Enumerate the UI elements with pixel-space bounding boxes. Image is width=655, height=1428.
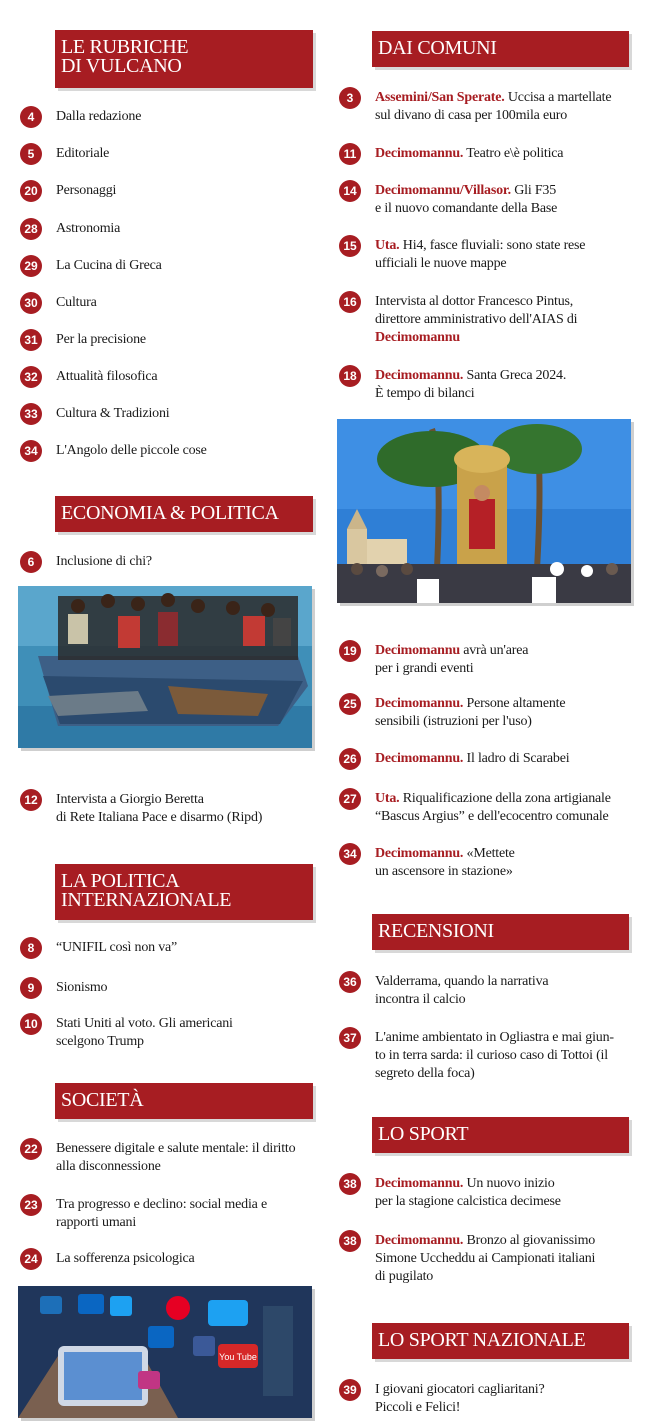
page-number-badge: 37 [339, 1027, 361, 1049]
toc-entry[interactable] [20, 405, 169, 425]
page-number-badge: 16 [339, 291, 361, 313]
header-line: RECENSIONI [378, 920, 494, 942]
entry-line: direttore amministrativo dell'AIAS di [375, 312, 578, 327]
header-line: INTERNAZIONALE [61, 889, 232, 911]
page-number-badge: 26 [339, 748, 361, 770]
toc-entry[interactable] [20, 294, 97, 314]
page-number-badge: 18 [339, 365, 361, 387]
entry-title [375, 790, 611, 826]
page-number-badge: 36 [339, 971, 361, 993]
toc-entry[interactable] [339, 1029, 614, 1083]
toc-entry[interactable] [339, 695, 565, 731]
toc-entry[interactable] [339, 642, 528, 678]
entry-title: Attualità filosofica [56, 369, 158, 384]
place-label: Decimomannu. [375, 146, 464, 161]
entry-title [375, 293, 577, 347]
entry-title: Per la precisione [56, 332, 146, 347]
entry-line: Valderrama, quando la narrativa [375, 974, 549, 989]
place-label: Decimomannu. [375, 368, 464, 383]
page-number-badge: 33 [20, 403, 42, 425]
entry-line: Stati Uniti al voto. Gli americani [56, 1016, 233, 1031]
place-label: Decimomannu. [375, 846, 464, 861]
entry-line: di Rete Italiana Pace e disarmo (Ripd) [56, 810, 263, 825]
entry-line: Il ladro di Scarabei [463, 751, 570, 766]
entry-title [375, 1029, 614, 1083]
toc-entry[interactable] [20, 145, 109, 165]
toc-entry[interactable] [339, 1175, 561, 1211]
toc-entry[interactable] [20, 1015, 233, 1051]
entry-title [375, 237, 585, 273]
entry-title: Sionismo [56, 980, 108, 995]
entry-title [375, 1381, 545, 1417]
page-number-badge: 8 [20, 937, 42, 959]
page-number-badge: 22 [20, 1138, 42, 1160]
entry-line: Santa Greca 2024. [463, 368, 567, 383]
migrant-boat-photo [18, 586, 312, 748]
entry-title [375, 367, 566, 403]
page-number-badge: 31 [20, 329, 42, 351]
entry-line: e il nuovo comandante della Base [375, 201, 558, 216]
entry-line: Intervista al dottor Francesco Pintus, [375, 294, 574, 309]
page-number-badge: 34 [20, 440, 42, 462]
entry-line: scelgono Trump [56, 1034, 144, 1049]
entry-title [375, 642, 528, 678]
toc-entry[interactable] [339, 145, 563, 165]
entry-line: di pugilato [375, 1269, 434, 1284]
section-header-societa [55, 1083, 313, 1119]
page-number-badge: 15 [339, 235, 361, 257]
entry-title [375, 1175, 561, 1211]
toc-entry[interactable] [20, 1250, 195, 1270]
toc-entry[interactable] [20, 108, 141, 128]
entry-line: per la stagione calcistica decimese [375, 1194, 561, 1209]
page-number-badge: 3 [339, 87, 361, 109]
place-label: Uta. [375, 791, 400, 806]
page-number-badge: 27 [339, 788, 361, 810]
entry-title [56, 791, 262, 827]
entry-line: ufficiali le nuove mappe [375, 256, 507, 271]
entry-line: Hi4, fasce fluviali: sono state rese [399, 238, 586, 253]
place-label: Decimomannu/Villasor. [375, 183, 511, 198]
entry-line: I giovani giocatori cagliaritani? [375, 1382, 545, 1397]
toc-entry[interactable] [20, 939, 177, 959]
page-number-badge: 38 [339, 1230, 361, 1252]
entry-line: Persone altamente [463, 696, 566, 711]
page-number-badge: 24 [20, 1248, 42, 1270]
entry-line: alla disconnessione [56, 1159, 161, 1174]
toc-entry[interactable] [20, 331, 146, 351]
page-number-badge: 9 [20, 977, 42, 999]
entry-title: Cultura & Tradizioni [56, 406, 170, 421]
place-label: Assemini/San Sperate. [375, 90, 505, 105]
page-number-badge: 4 [20, 106, 42, 128]
toc-entry[interactable] [339, 293, 577, 347]
entry-line: sul divano di casa per 100mila euro [375, 108, 568, 123]
entry-line: per i grandi eventi [375, 661, 474, 676]
entry-title [375, 973, 548, 1009]
entry-title: La sofferenza psicologica [56, 1251, 195, 1266]
section-header-politica [55, 864, 313, 920]
place-label: Decimomannu. [375, 696, 464, 711]
page-number-badge: 25 [339, 693, 361, 715]
page-number-badge: 38 [339, 1173, 361, 1195]
toc-entry[interactable] [339, 1232, 595, 1286]
toc-entry[interactable] [20, 1140, 295, 1176]
entry-title [56, 1140, 295, 1176]
entry-line: un ascensore in stazione» [375, 864, 513, 879]
place-label: Decimomannu [375, 643, 460, 658]
entry-title [375, 145, 563, 163]
entry-title [375, 845, 515, 881]
page-number-badge: 28 [20, 218, 42, 240]
page-number-badge: 30 [20, 292, 42, 314]
place-label: Decimomannu. [375, 751, 464, 766]
entry-line: Bronzo al giovanissimo [463, 1233, 596, 1248]
entry-line: Piccoli e Felici! [375, 1400, 461, 1415]
header-line: LO SPORT [378, 1123, 469, 1145]
page-number-badge: 10 [20, 1013, 42, 1035]
entry-line: Un nuovo inizio [463, 1176, 555, 1191]
header-line: LO SPORT NAZIONALE [378, 1329, 586, 1351]
toc-entry[interactable] [20, 791, 262, 827]
social-media-photo [18, 1286, 312, 1418]
section-header-comuni [372, 31, 629, 67]
page-number-badge: 6 [20, 551, 42, 573]
toc-entry[interactable] [339, 845, 515, 881]
entry-title: “UNIFIL così non va” [56, 940, 178, 955]
page-number-badge: 23 [20, 1194, 42, 1216]
entry-title [56, 1196, 267, 1232]
header-line: LA POLITICA [61, 870, 180, 892]
entry-line: “Bascus Argius” e dell'ecocentro comunale [375, 809, 609, 824]
entry-title [375, 695, 565, 731]
place-label: Uta. [375, 238, 400, 253]
entry-title: Cultura [56, 295, 97, 310]
page-number-badge: 12 [20, 789, 42, 811]
entry-title: Inclusione di chi? [56, 554, 152, 569]
entry-title [375, 1232, 595, 1286]
entry-line: L'anime ambientato in Ogliastra e mai giun- [375, 1030, 614, 1045]
entry-title: La Cucina di Greca [56, 258, 162, 273]
entry-line: Tra progresso e declino: social media e [56, 1197, 267, 1212]
toc-entry[interactable] [339, 89, 611, 125]
page-number-badge: 20 [20, 180, 42, 202]
entry-line: Uccisa a martellate [504, 90, 612, 105]
entry-line: to in terra sarda: il curioso caso di Tottoi (il [375, 1048, 608, 1063]
place-label: Decimomannu. [375, 1176, 464, 1191]
toc-entry[interactable] [20, 220, 120, 240]
toc-entry[interactable] [20, 442, 207, 462]
entry-line: Riqualificazione della zona artigianale [399, 791, 611, 806]
entry-line: Simone Uccheddu ai Campionati italiani [375, 1251, 596, 1266]
entry-line: avrà un'area [459, 643, 529, 658]
section-header-sport-nazionale [372, 1323, 629, 1359]
toc-entry[interactable] [339, 182, 557, 218]
entry-line: Gli F35 [510, 183, 557, 198]
page-number-badge: 11 [339, 143, 361, 165]
toc-entry[interactable] [339, 1381, 545, 1417]
entry-title: L'Angolo delle piccole cose [56, 443, 207, 458]
entry-line: sensibili (istruzioni per l'uso) [375, 714, 532, 729]
toc-entry[interactable] [339, 367, 566, 403]
entry-line: Intervista a Giorgio Beretta [56, 792, 204, 807]
toc-entry[interactable] [339, 790, 611, 826]
youtube-icon: You Tube [219, 1352, 257, 1362]
header-line: SOCIETÀ [61, 1089, 144, 1111]
toc-entry[interactable] [20, 979, 107, 999]
section-header-recensioni [372, 914, 629, 950]
page-number-badge: 39 [339, 1379, 361, 1401]
entry-title [375, 750, 569, 768]
page-number-badge: 32 [20, 366, 42, 388]
entry-title [375, 89, 611, 125]
toc-entry[interactable] [339, 750, 569, 770]
entry-line: È tempo di bilanci [375, 386, 475, 401]
entry-title: Personaggi [56, 183, 117, 198]
entry-line: Benessere digitale e salute mentale: il diritto [56, 1141, 296, 1156]
entry-line: rapporti umani [56, 1215, 137, 1230]
toc-entry[interactable] [20, 182, 116, 202]
page-number-badge: 14 [339, 180, 361, 202]
section-header-economia [55, 496, 313, 532]
toc-entry[interactable] [20, 1196, 267, 1232]
header-line: ECONOMIA & POLITICA [61, 502, 279, 524]
procession-photo [337, 419, 631, 603]
place-label: Decimomannu [375, 330, 460, 345]
header-line: DAI COMUNI [378, 37, 497, 59]
toc-entry[interactable] [339, 237, 585, 273]
entry-line: «Mettete [463, 846, 515, 861]
toc-entry[interactable] [339, 973, 548, 1009]
entry-line: segreto della foca) [375, 1066, 475, 1081]
page-number-badge: 19 [339, 640, 361, 662]
entry-title [56, 1015, 233, 1051]
page-number-badge: 34 [339, 843, 361, 865]
entry-title: Astronomia [56, 221, 121, 236]
header-line: LE RUBRICHE [61, 36, 189, 58]
page-number-badge: 29 [20, 255, 42, 277]
entry-line: Teatro e\è politica [463, 146, 564, 161]
entry-title [375, 182, 557, 218]
entry-title: Editoriale [56, 146, 110, 161]
entry-line: incontra il calcio [375, 992, 466, 1007]
place-label: Decimomannu. [375, 1233, 464, 1248]
page-number-badge: 5 [20, 143, 42, 165]
section-header-rubriche [55, 30, 313, 88]
toc-entry[interactable] [20, 553, 152, 573]
entry-title: Dalla redazione [56, 109, 142, 124]
toc-entry[interactable] [20, 368, 157, 388]
toc-entry[interactable] [20, 257, 162, 277]
header-line: DI VULCANO [61, 55, 182, 77]
section-header-sport [372, 1117, 629, 1153]
